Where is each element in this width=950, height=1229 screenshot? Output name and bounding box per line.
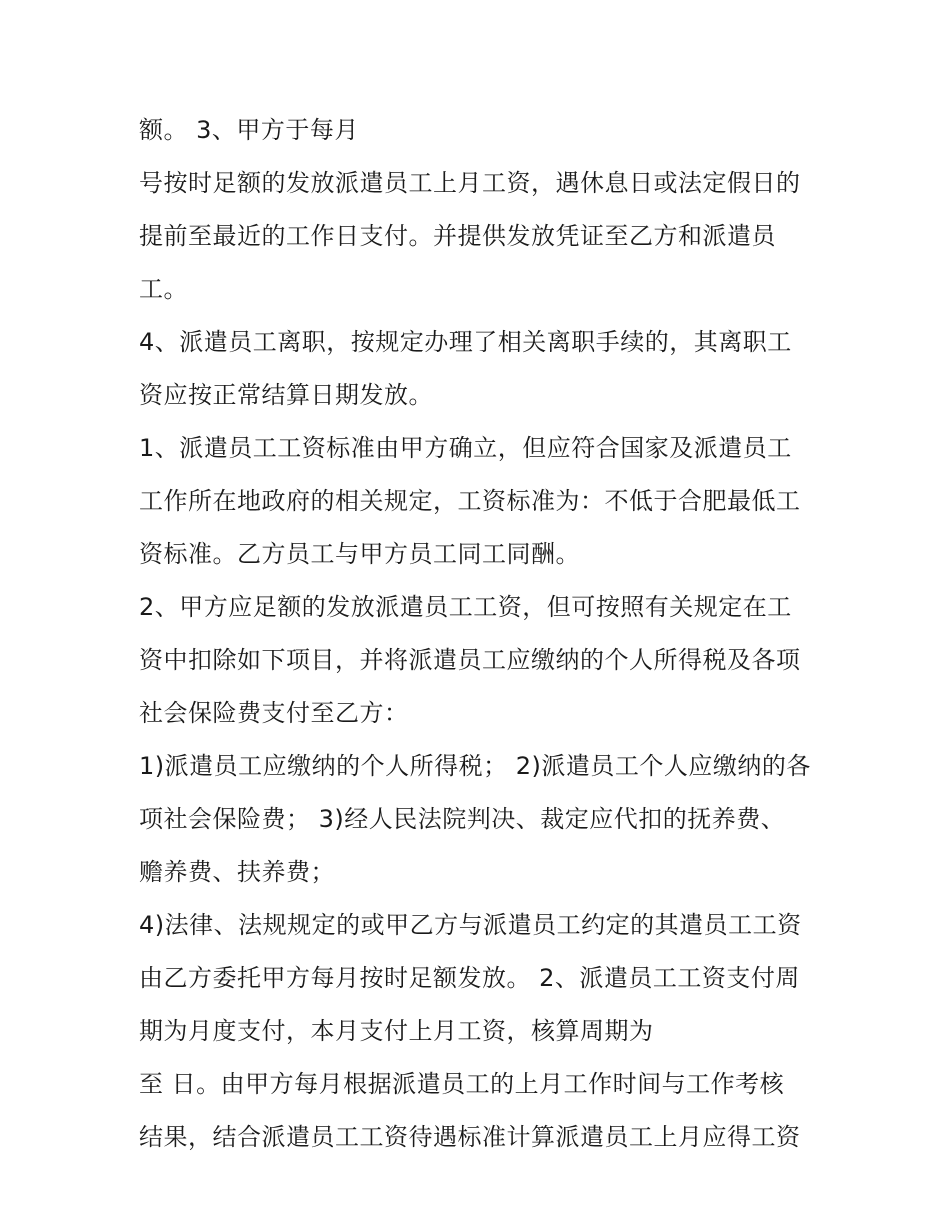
text-line: 资标准。乙方员工与甲方员工同工同酬。	[139, 540, 580, 568]
text-line: 由乙方委托甲方每月按时足额发放。 2、派遣员工工资支付周	[139, 964, 800, 992]
text-line: 4)法律、法规规定的或甲乙方与派遣员工约定的其遣员工工资	[139, 911, 802, 939]
text-line: 至 日。由甲方每月根据派遣员工的上月工作时间与工作考核	[139, 1070, 785, 1098]
text-line: 结果，结合派遣员工工资待遇标准计算派遣员工上月应得工资	[139, 1123, 801, 1151]
document-body	[139, 108, 829, 1168]
text-line: 1、派遣员工工资标准由甲方确立，但应符合国家及派遣员工	[139, 434, 792, 462]
text-line: 项社会保险费； 3)经人民法院判决、裁定应代扣的抚养费、	[139, 805, 786, 833]
text-line: 社会保险费支付至乙方：	[139, 699, 409, 727]
text-line: 提前至最近的工作日支付。并提供发放凭证至乙方和派遣员	[139, 222, 776, 250]
text-line: 资应按正常结算日期发放。	[139, 381, 433, 409]
text-line: 工。	[139, 275, 188, 303]
text-line: 工作所在地政府的相关规定，工资标准为：不低于合肥最低工	[139, 487, 801, 515]
text-line: 1)派遣员工应缴纳的个人所得税； 2)派遣员工个人应缴纳的各	[139, 752, 811, 780]
text-line: 号按时足额的发放派遣员工上月工资，遇休息日或法定假日的	[139, 169, 801, 197]
text-line: 赡养费、扶养费；	[139, 858, 335, 886]
text-line: 额。 3、甲方于每月	[139, 116, 359, 144]
text-line: 期为月度支付，本月支付上月工资，核算周期为	[139, 1017, 654, 1045]
text-line: 资中扣除如下项目，并将派遣员工应缴纳的个人所得税及各项	[139, 646, 801, 674]
text-line: 4、派遣员工离职，按规定办理了相关离职手续的，其离职工	[139, 328, 792, 356]
text-line: 2、甲方应足额的发放派遣员工工资，但可按照有关规定在工	[139, 593, 792, 621]
